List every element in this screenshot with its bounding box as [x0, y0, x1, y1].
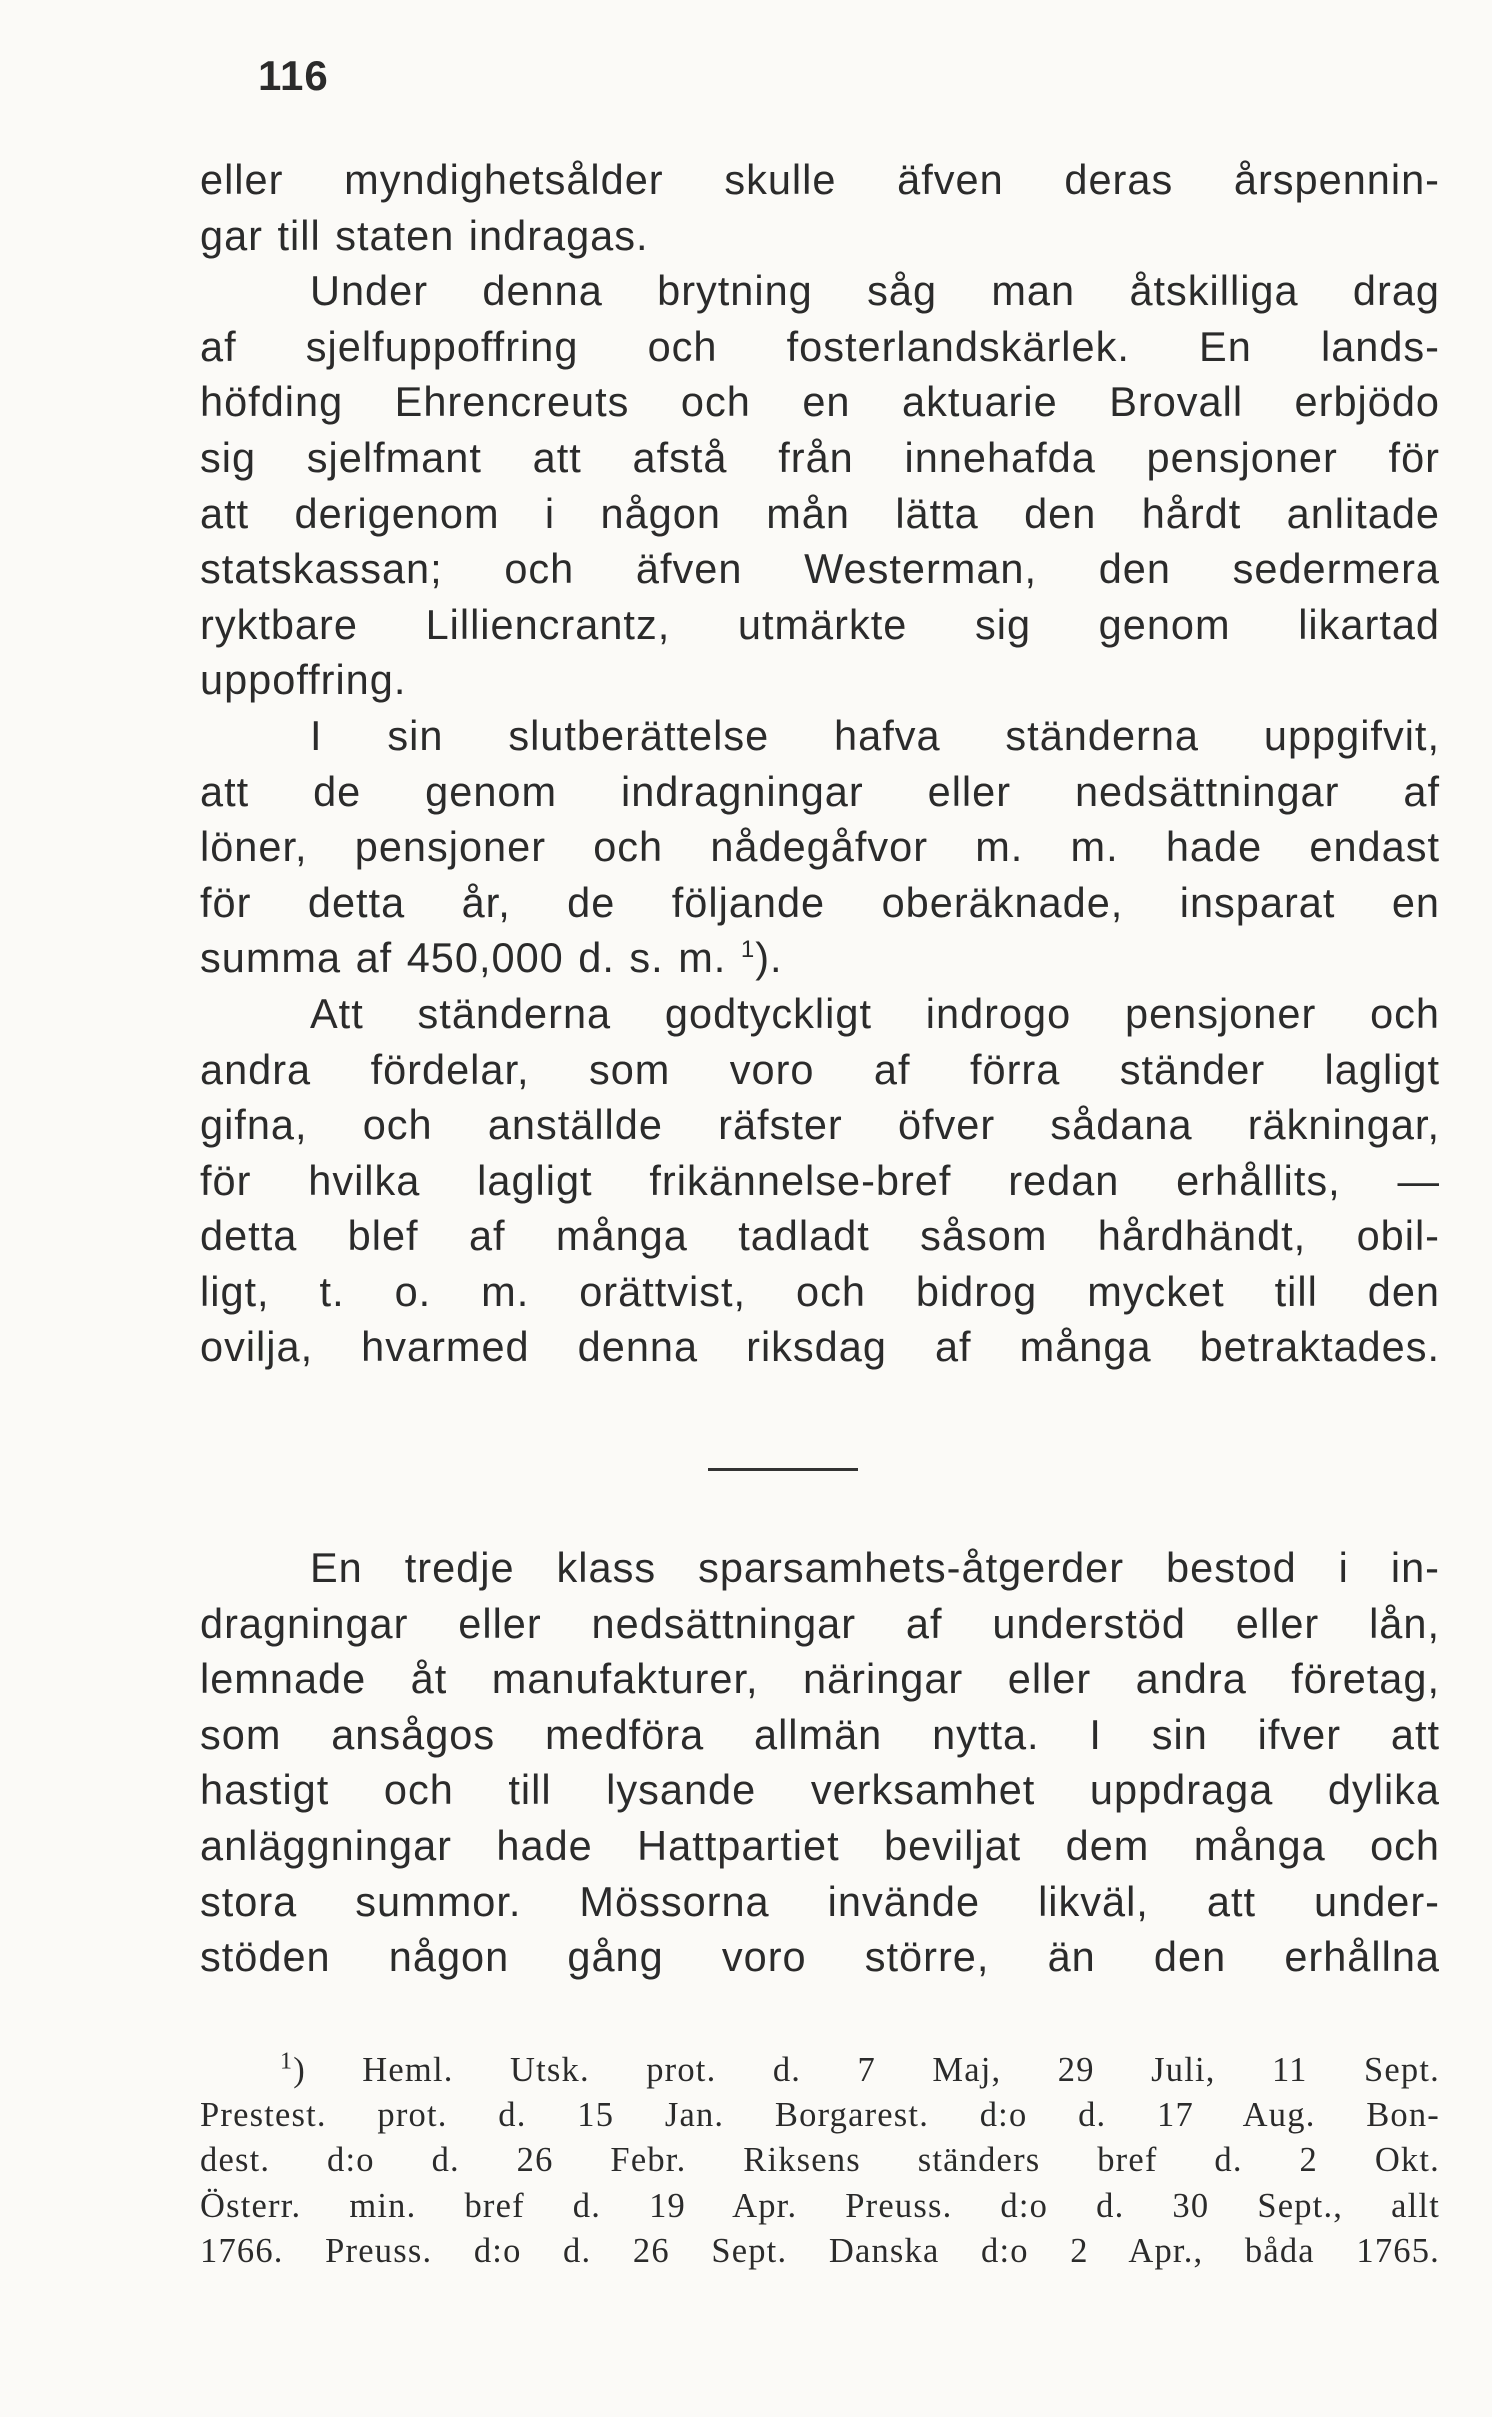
footnotes	[200, 2048, 1440, 2274]
text-line: En tredje klass sparsamhets-åtgerder bestod i in-	[310, 1544, 1440, 1591]
section-divider	[708, 1468, 858, 1471]
text-line: anläggningar hade Hattpartiet beviljat dem många och	[200, 1821, 1440, 1869]
text-line: ovilja, hvarmed denna riksdag af många betraktades.	[200, 1323, 1440, 1371]
text-line: löner, pensjoner och nådegåfvor m. m. hade endast	[200, 823, 1440, 871]
text-line: ligt, t. o. m. orättvist, och bidrog mycket till den	[200, 1267, 1440, 1315]
footnote-line: 1766. Preuss. d:o d. 26 Sept. Danska d:o 2 Apr., båda 1765.	[200, 2231, 1440, 2270]
footnote-marker: 1	[280, 2048, 294, 2075]
text-line: sig sjelfmant att afstå från innehafda pensjoner för	[200, 433, 1440, 481]
text-line: höfding Ehrencreuts och en aktuarie Brovall erbjödo	[200, 378, 1440, 426]
footnote-line: Österr. min. bref d. 19 Apr. Preuss. d:o d. 30 Sept., allt	[200, 2186, 1440, 2225]
text-line: som ansågos medföra allmän nytta. I sin ifver att	[200, 1710, 1440, 1758]
text-line: I sin slutberättelse hafva ständerna uppgifvit,	[310, 711, 1440, 759]
text-line: att derigenom i någon mån lätta den hårdt anlitade	[200, 489, 1440, 537]
footnote-line	[200, 2048, 1440, 2093]
text-line: eller myndighetsålder skulle äfven deras årspennin-	[200, 156, 1440, 203]
text-line-with-footnote	[200, 930, 1440, 986]
text-line: Under denna brytning såg man åtskilliga drag	[310, 267, 1440, 315]
text-line: att de genom indragningar eller nedsättningar af	[200, 767, 1440, 815]
text-line: Att ständerna godtyckligt indrogo pensjoner och	[310, 989, 1440, 1037]
text-line: gifna, och anställde räfster öfver sådana räkningar,	[200, 1101, 1440, 1149]
page-number: 116	[258, 52, 329, 99]
footnote-reference: 1	[740, 936, 756, 964]
text-line: lemnade åt manufakturer, näringar eller andra företag,	[200, 1655, 1440, 1703]
footnote-text: ) Heml. Utsk. prot. d. 7 Maj, 29 Juli, 11 Sept.	[293, 2051, 1440, 2089]
paragraph-block-2	[200, 1540, 1440, 1985]
text-line: dragningar eller nedsättningar af understöd eller lån,	[200, 1599, 1440, 1647]
text-line: ryktbare Lilliencrantz, utmärkte sig genom likartad	[200, 600, 1440, 648]
text-line-fragment: summa af 450,000 d. s. m.	[200, 934, 727, 982]
text-line: detta blef af många tadladt såsom hårdhändt, obil-	[200, 1212, 1440, 1260]
text-line: för hvilka lagligt frikännelse-bref redan erhållits, —	[200, 1156, 1440, 1204]
text-line: af sjelfuppoffring och fosterlandskärlek. En lands-	[200, 322, 1440, 370]
footnote-line: dest. d:o d. 26 Febr. Riksens ständers bref d. 2 Okt.	[200, 2141, 1440, 2180]
text-line: stöden någon gång voro större, än den erhållna	[200, 1933, 1440, 1981]
paragraph-block-1	[200, 152, 1440, 1375]
text-line: för detta år, de följande oberäknade, insparat en	[200, 878, 1440, 926]
text-line: andra fördelar, som voro af förra ständer lagligt	[200, 1045, 1440, 1093]
footnote-reference-close: ).	[755, 934, 783, 982]
footnote-line: Prestest. prot. d. 15 Jan. Borgarest. d:o d. 17 Aug. Bon-	[200, 2096, 1440, 2135]
text-line: uppoffring.	[200, 656, 407, 704]
text-line: hastigt och till lysande verksamhet uppdraga dylika	[200, 1766, 1440, 1814]
text-line: gar till staten indragas.	[200, 211, 649, 259]
text-line: stora summor. Mössorna invände likväl, att under-	[200, 1877, 1440, 1925]
text-line: statskassan; och äfven Westerman, den sedermera	[200, 545, 1440, 593]
